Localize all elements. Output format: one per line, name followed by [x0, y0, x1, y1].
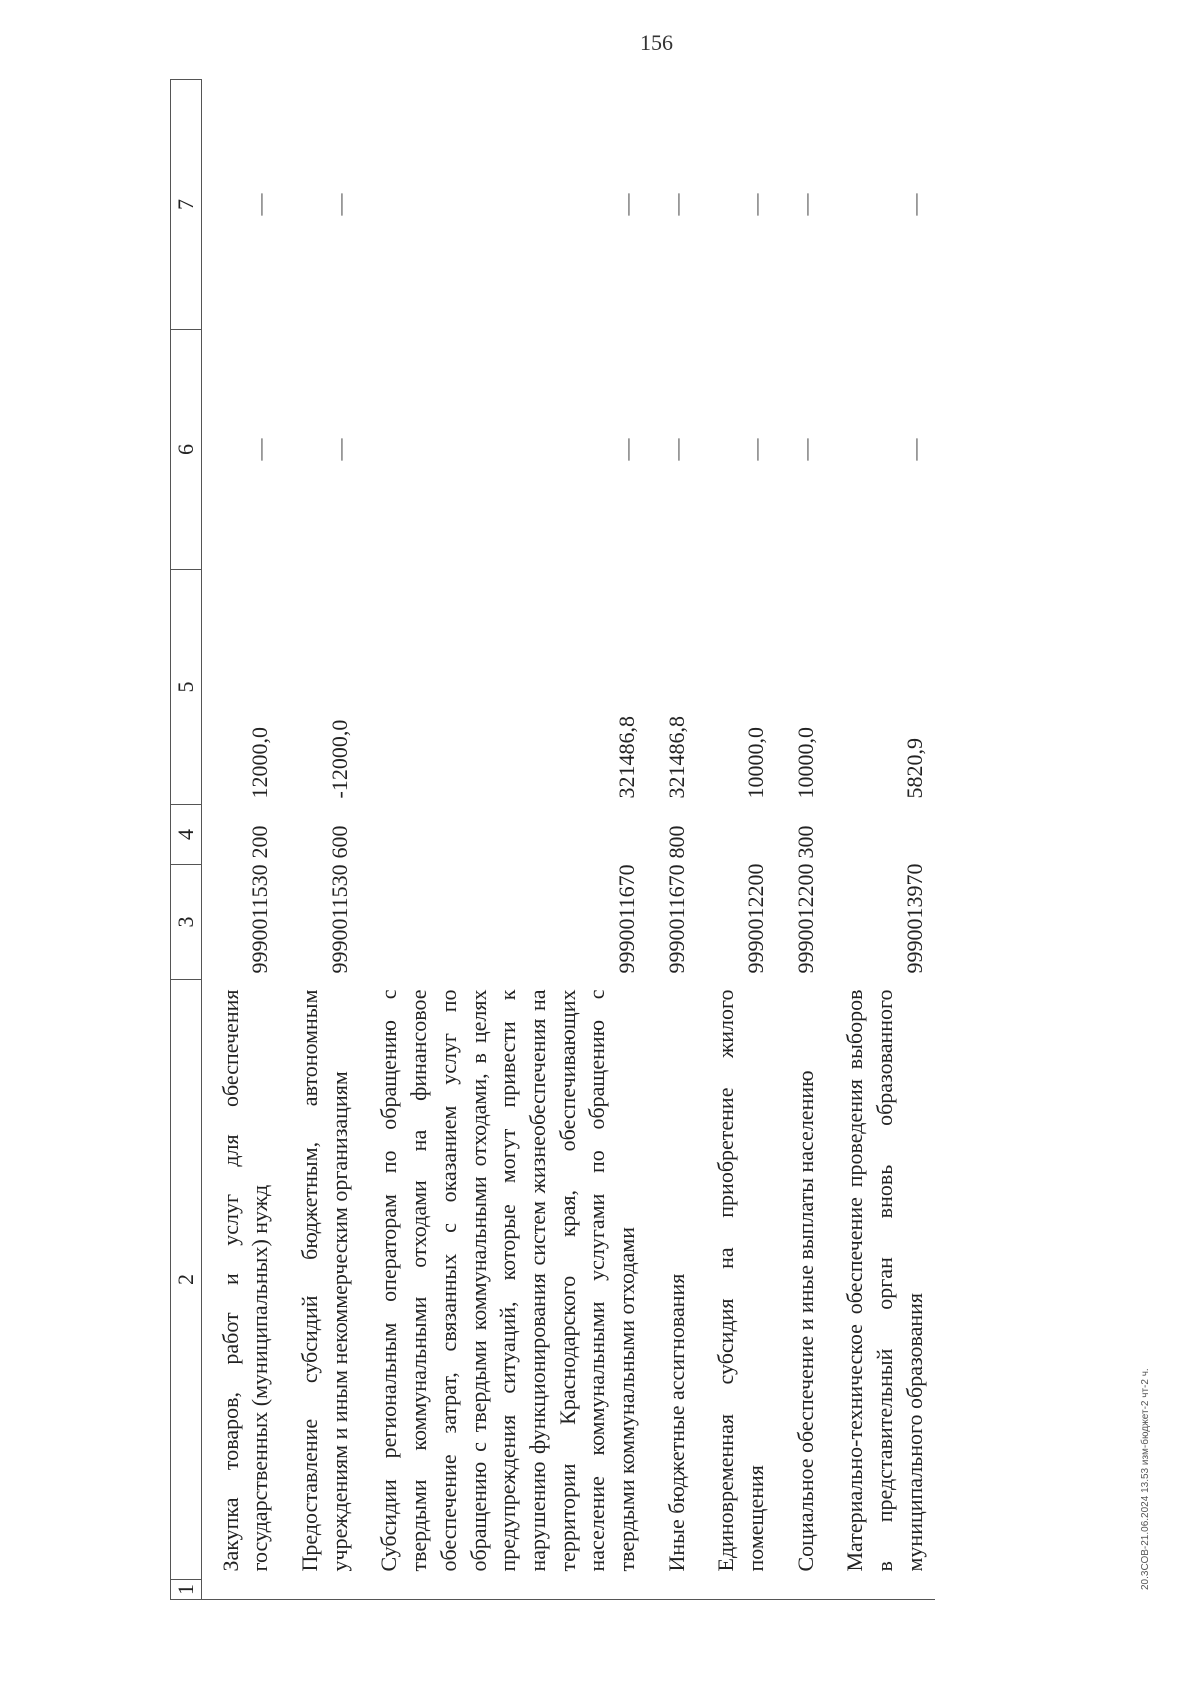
cell-col6: —	[326, 438, 352, 461]
cell-blank	[826, 1580, 935, 1600]
cell-blank	[201, 1580, 281, 1600]
cell-expense-type: 200	[247, 825, 273, 859]
footer-stamp: 20.3СОВ-21.06.2024 13.53 изм-бюджет-2 чт-2 ч.	[1140, 1368, 1151, 1590]
header-col-4: 4	[171, 805, 202, 865]
cell-col7: —	[247, 193, 273, 216]
cell-col7: —	[792, 193, 818, 216]
cell-code: 9990011530	[247, 864, 273, 974]
cell-sum: 5820,9	[901, 738, 927, 799]
cell-description: Предоставление субсидий бюджетным, автономным учреждениям и иным некоммерческим организациям	[297, 989, 352, 1572]
cell-blank	[777, 1580, 827, 1600]
cell-expense-type	[826, 805, 935, 865]
cell-code: 9990012200	[743, 863, 768, 974]
rotated-table-container	[170, 80, 1070, 1600]
cell-col7: —	[326, 193, 352, 216]
header-col-3: 3	[171, 865, 202, 980]
cell-sum: 321486,8	[613, 716, 639, 799]
header-col-6: 6	[171, 330, 202, 570]
cell-code: 9990011670	[613, 864, 639, 974]
cell-blank	[697, 1580, 776, 1600]
cell-blank	[648, 1580, 698, 1600]
cell-col7: —	[743, 193, 768, 216]
cell-col6: —	[663, 438, 689, 461]
page-number: 156	[640, 30, 673, 55]
table-row	[281, 80, 360, 1600]
header-col-7: 7	[171, 80, 202, 330]
cell-description: Единовременная субсидия на приобретение жилого помещения	[713, 989, 768, 1572]
table-row	[360, 80, 647, 1600]
cell-expense-type	[360, 805, 647, 865]
cell-expense-type: 800	[663, 825, 689, 859]
header-col-1: 1	[171, 1580, 202, 1600]
cell-expense-type: 300	[792, 825, 818, 859]
cell-col6: —	[901, 438, 927, 461]
cell-col6: —	[743, 438, 768, 461]
cell-expense-type: 600	[326, 825, 352, 859]
cell-description: Субсидии региональным операторам по обращению с твердыми коммунальными отходами на финансовое обеспечение затрат, связанных с оказанием услуг по обращению с твердыми коммунальными отходами, в целях предупреждения ситуаций, которые могут привести к нарушению функционирования систем жизнеобеспечения на территории Краснодарского края, обеспечивающих население коммунальными услугами по обращению с твердыми коммунальными отходами	[376, 989, 639, 1572]
table-row	[201, 80, 281, 1600]
cell-col6: —	[247, 438, 273, 461]
table-row	[648, 80, 698, 1600]
header-col-2: 2	[171, 980, 202, 1580]
cell-sum: 10000,0	[743, 727, 768, 799]
cell-expense-type	[697, 805, 776, 865]
header-col-5: 5	[171, 570, 202, 805]
table-row	[697, 80, 776, 1600]
cell-description: Иные бюджетные ассигнования	[663, 1273, 689, 1572]
cell-col6: —	[792, 438, 818, 461]
cell-sum: 321486,8	[663, 716, 689, 799]
table-row	[826, 80, 935, 1600]
cell-description: Материально-техническое обеспечение проведения выборов в представительный орган вновь образованного муниципального образования	[842, 989, 927, 1572]
cell-code: 9990011670	[663, 864, 689, 974]
cell-col6: —	[613, 438, 639, 461]
budget-table	[170, 79, 935, 1600]
header-row	[171, 80, 202, 1600]
cell-code: 9990013970	[901, 863, 927, 974]
cell-code: 9990011530	[326, 864, 352, 974]
cell-blank	[281, 1580, 360, 1600]
cell-blank	[360, 1580, 647, 1600]
cell-col7: —	[613, 193, 639, 216]
cell-sum: 10000,0	[792, 727, 818, 799]
cell-description: Социальное обеспечение и иные выплаты населению	[792, 1070, 818, 1572]
cell-description: Закупка товаров, работ и услуг для обеспечения государственных (муниципальных) нужд	[217, 989, 273, 1572]
cell-code: 9990012200	[792, 863, 818, 974]
cell-sum: 12000,0	[247, 727, 273, 799]
cell-col7: —	[901, 193, 927, 216]
table-row	[777, 80, 827, 1600]
cell-sum: -12000,0	[326, 719, 352, 799]
cell-col7: —	[663, 193, 689, 216]
